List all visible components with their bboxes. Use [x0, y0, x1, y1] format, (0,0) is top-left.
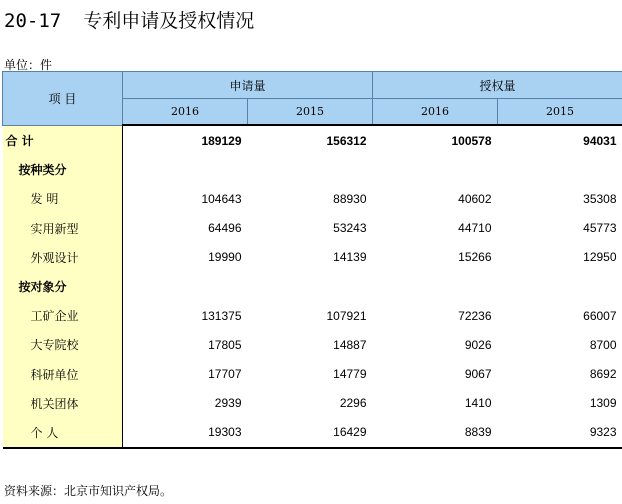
cell-value: 1410 [464, 396, 492, 411]
cell-value: 104643 [201, 191, 242, 206]
cell-value: 14139 [333, 250, 367, 265]
table-row [3, 301, 622, 330]
header-year: 2015 [498, 99, 622, 126]
cell-value: 14887 [333, 337, 367, 352]
cell-value: 14779 [333, 367, 367, 382]
cell-value: 2296 [339, 396, 367, 411]
row-label: 外观设计 [3, 243, 123, 272]
cell-value: 35308 [583, 191, 617, 206]
cell-value: 53243 [333, 221, 367, 236]
cell-value: 2939 [214, 396, 242, 411]
cell-value: 16429 [248, 418, 373, 448]
cell-value: 44710 [458, 221, 492, 236]
cell-value: 17805 [208, 337, 242, 352]
cell-value: 100578 [451, 133, 492, 148]
table-row [3, 330, 622, 359]
category-label: 按种类分 [3, 155, 123, 184]
cell-value: 88930 [333, 191, 367, 206]
cell-value: 19990 [208, 250, 242, 265]
row-label: 大专院校 [3, 330, 123, 359]
cell-value: 107921 [326, 308, 367, 323]
row-label: 实用新型 [3, 214, 123, 243]
cell-value: 12950 [583, 250, 617, 265]
cell-value: 8839 [373, 418, 498, 448]
cell-value: 45773 [583, 221, 617, 236]
table-title: 专利申请及授权情况 [83, 10, 255, 32]
cell-value: 40602 [458, 191, 492, 206]
cell-value: 66007 [583, 308, 617, 323]
cell-value: 8700 [589, 337, 617, 352]
cell-value: 131375 [201, 308, 242, 323]
cell-value: 17707 [208, 367, 242, 382]
header-year: 2016 [373, 99, 498, 126]
table-row-total [3, 125, 622, 155]
cell-value: 15266 [458, 250, 492, 265]
cell-value: 1309 [589, 396, 617, 411]
table-row-category [3, 272, 622, 301]
row-label: 机关团体 [3, 389, 123, 418]
cell-value: 9323 [498, 418, 622, 448]
table-row [3, 389, 622, 418]
source-note: 资料来源：北京市知识产权局。 [4, 484, 173, 498]
row-label: 工矿企业 [3, 301, 123, 330]
row-label: 发 明 [3, 184, 123, 213]
cell-value: 156312 [326, 133, 367, 148]
cell-value: 9026 [464, 337, 492, 352]
header-applications: 申请量 [123, 72, 373, 99]
unit-label: 单位：件 [4, 58, 53, 72]
cell-value: 8692 [589, 367, 617, 382]
header-item: 项 目 [3, 72, 123, 126]
page-title [4, 6, 254, 33]
table-number: 20-17 [4, 10, 62, 32]
table-row [3, 184, 622, 213]
cell-value: 19303 [123, 418, 248, 448]
table-row-category [3, 155, 622, 184]
row-label: 个 人 [3, 418, 123, 448]
row-label: 合 计 [3, 125, 123, 155]
category-label: 按对象分 [3, 272, 123, 301]
header-year: 2015 [248, 99, 373, 126]
cell-value: 64496 [208, 221, 242, 236]
table-row [3, 214, 622, 243]
cell-value: 94031 [583, 133, 617, 148]
cell-value: 9067 [464, 367, 492, 382]
table-row [3, 243, 622, 272]
cell-value: 72236 [458, 308, 492, 323]
patent-table [2, 71, 622, 449]
cell-value: 189129 [201, 133, 242, 148]
header-year: 2016 [123, 99, 248, 126]
row-label: 科研单位 [3, 360, 123, 389]
table-row [3, 360, 622, 389]
header-grants: 授权量 [373, 72, 622, 99]
table-row [3, 418, 622, 448]
